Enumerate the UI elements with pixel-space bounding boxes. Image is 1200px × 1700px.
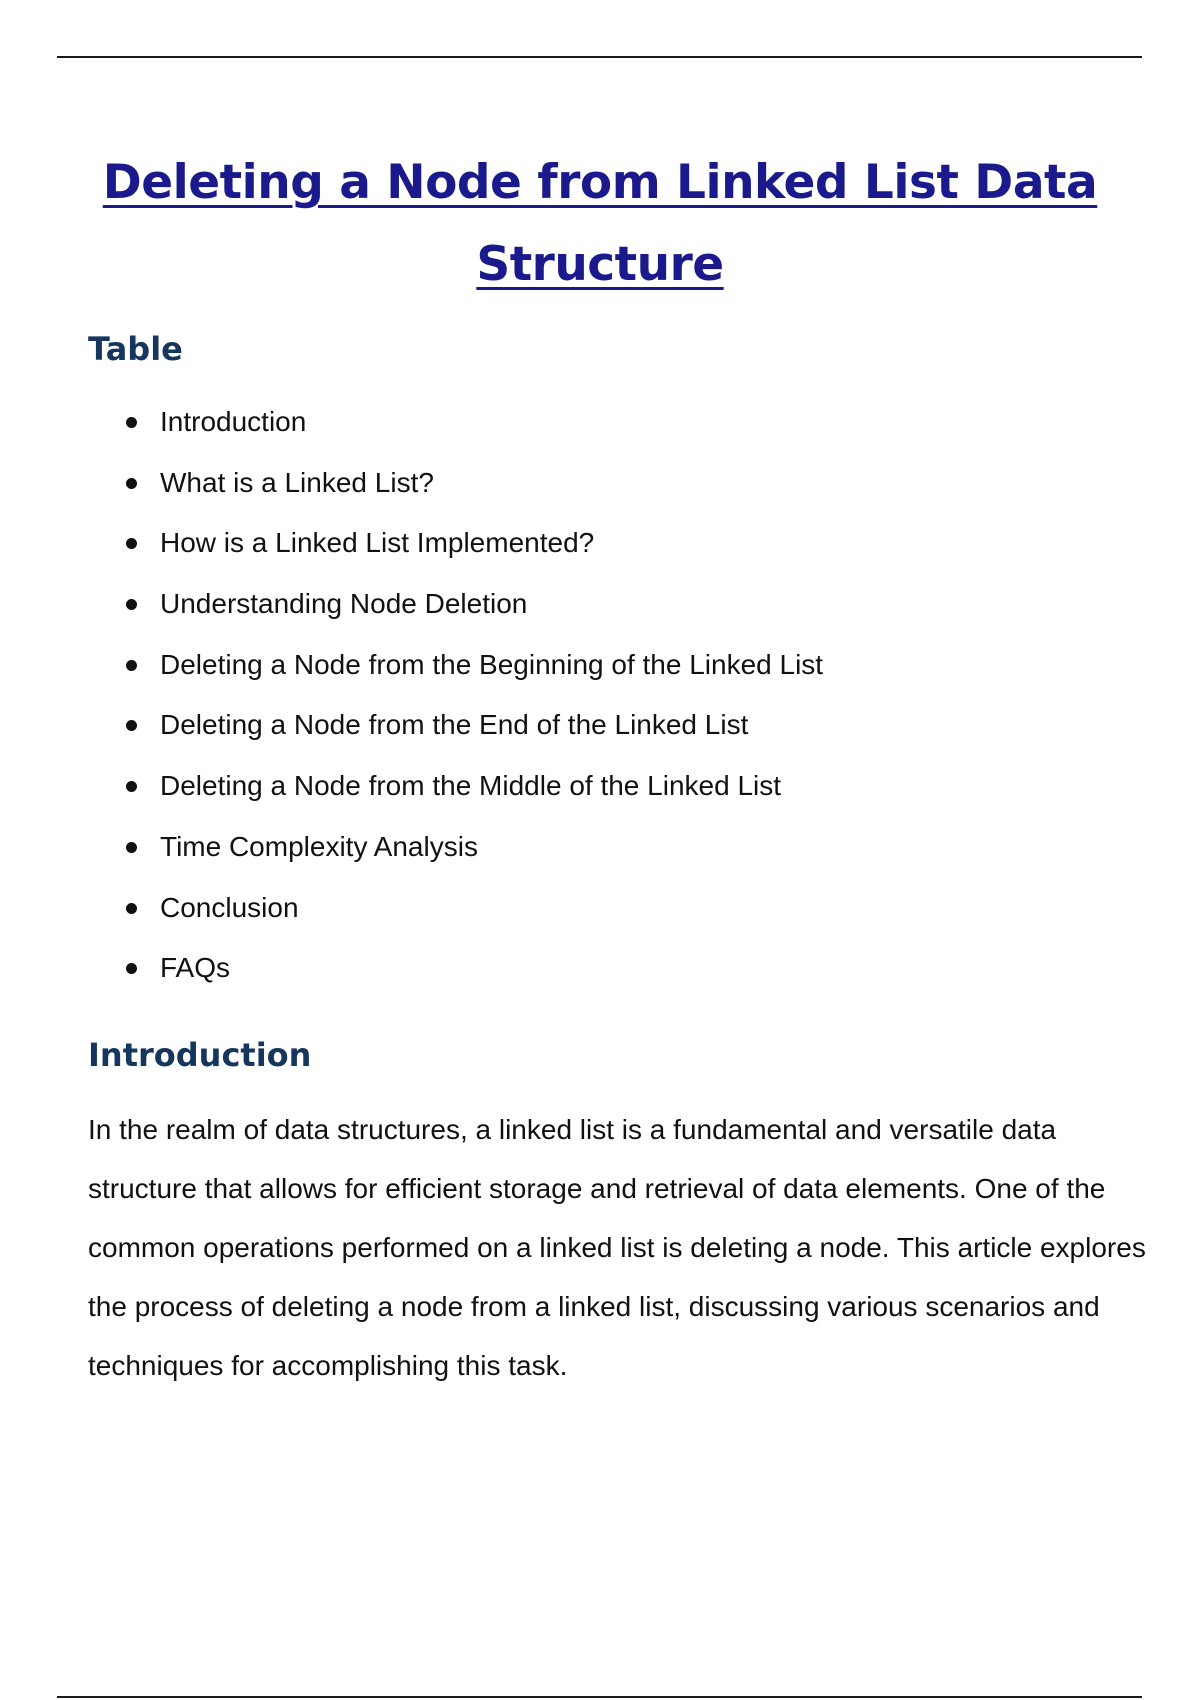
table-heading: Table bbox=[88, 330, 183, 368]
toc-item-label: Time Complexity Analysis bbox=[160, 830, 478, 862]
bullet-icon bbox=[126, 963, 137, 974]
toc-item-label: Understanding Node Deletion bbox=[160, 588, 528, 620]
bullet-icon bbox=[126, 417, 137, 428]
toc-item-introduction[interactable] bbox=[122, 398, 823, 459]
toc-item-label: Deleting a Node from the Middle of the Linked List bbox=[160, 770, 782, 802]
toc-item-time-complexity[interactable] bbox=[122, 823, 823, 884]
toc-item-faqs[interactable] bbox=[122, 944, 823, 1005]
toc-item-delete-beginning[interactable] bbox=[122, 641, 823, 702]
top-rule bbox=[57, 56, 1142, 58]
bottom-rule bbox=[57, 1696, 1142, 1698]
bullet-icon bbox=[126, 538, 137, 549]
bullet-icon bbox=[126, 781, 137, 792]
toc-item-delete-end[interactable] bbox=[122, 701, 823, 762]
introduction-heading: Introduction bbox=[88, 1036, 312, 1074]
bullet-icon bbox=[126, 478, 137, 489]
bullet-icon bbox=[126, 599, 137, 610]
toc-item-label: Deleting a Node from the Beginning of the Linked List bbox=[160, 648, 824, 680]
document-title[interactable]: Deleting a Node from Linked List Data Structure bbox=[102, 155, 1098, 292]
toc-item-label: Deleting a Node from the End of the Linked List bbox=[160, 709, 749, 741]
bullet-icon bbox=[126, 660, 137, 671]
bullet-icon bbox=[126, 903, 137, 914]
introduction-paragraph: In the realm of data structures, a linked list is a fundamental and versatile data structure that allows for efficient storage and retrieval of data elements. One of the common operations performed on a linked list is deleting a node. This article explores the process of deleting a node from a linked list, discussing various scenarios and techniques for accomplishing this task. bbox=[88, 1114, 1146, 1381]
toc-item-implementation[interactable] bbox=[122, 519, 823, 580]
toc-item-conclusion[interactable] bbox=[122, 884, 823, 945]
toc-item-delete-middle[interactable] bbox=[122, 762, 823, 823]
toc-item-label: Introduction bbox=[160, 406, 307, 437]
toc-item-label: Conclusion bbox=[160, 891, 299, 923]
bullet-icon bbox=[126, 720, 137, 731]
toc-item-label: How is a Linked List Implemented? bbox=[160, 527, 595, 559]
table-of-contents bbox=[122, 398, 823, 1005]
toc-item-label: FAQs bbox=[160, 952, 231, 984]
toc-item-label: What is a Linked List? bbox=[160, 466, 434, 498]
toc-item-node-deletion[interactable] bbox=[122, 580, 823, 641]
toc-item-what-is-linked-list[interactable] bbox=[122, 459, 823, 520]
bullet-icon bbox=[126, 842, 137, 853]
